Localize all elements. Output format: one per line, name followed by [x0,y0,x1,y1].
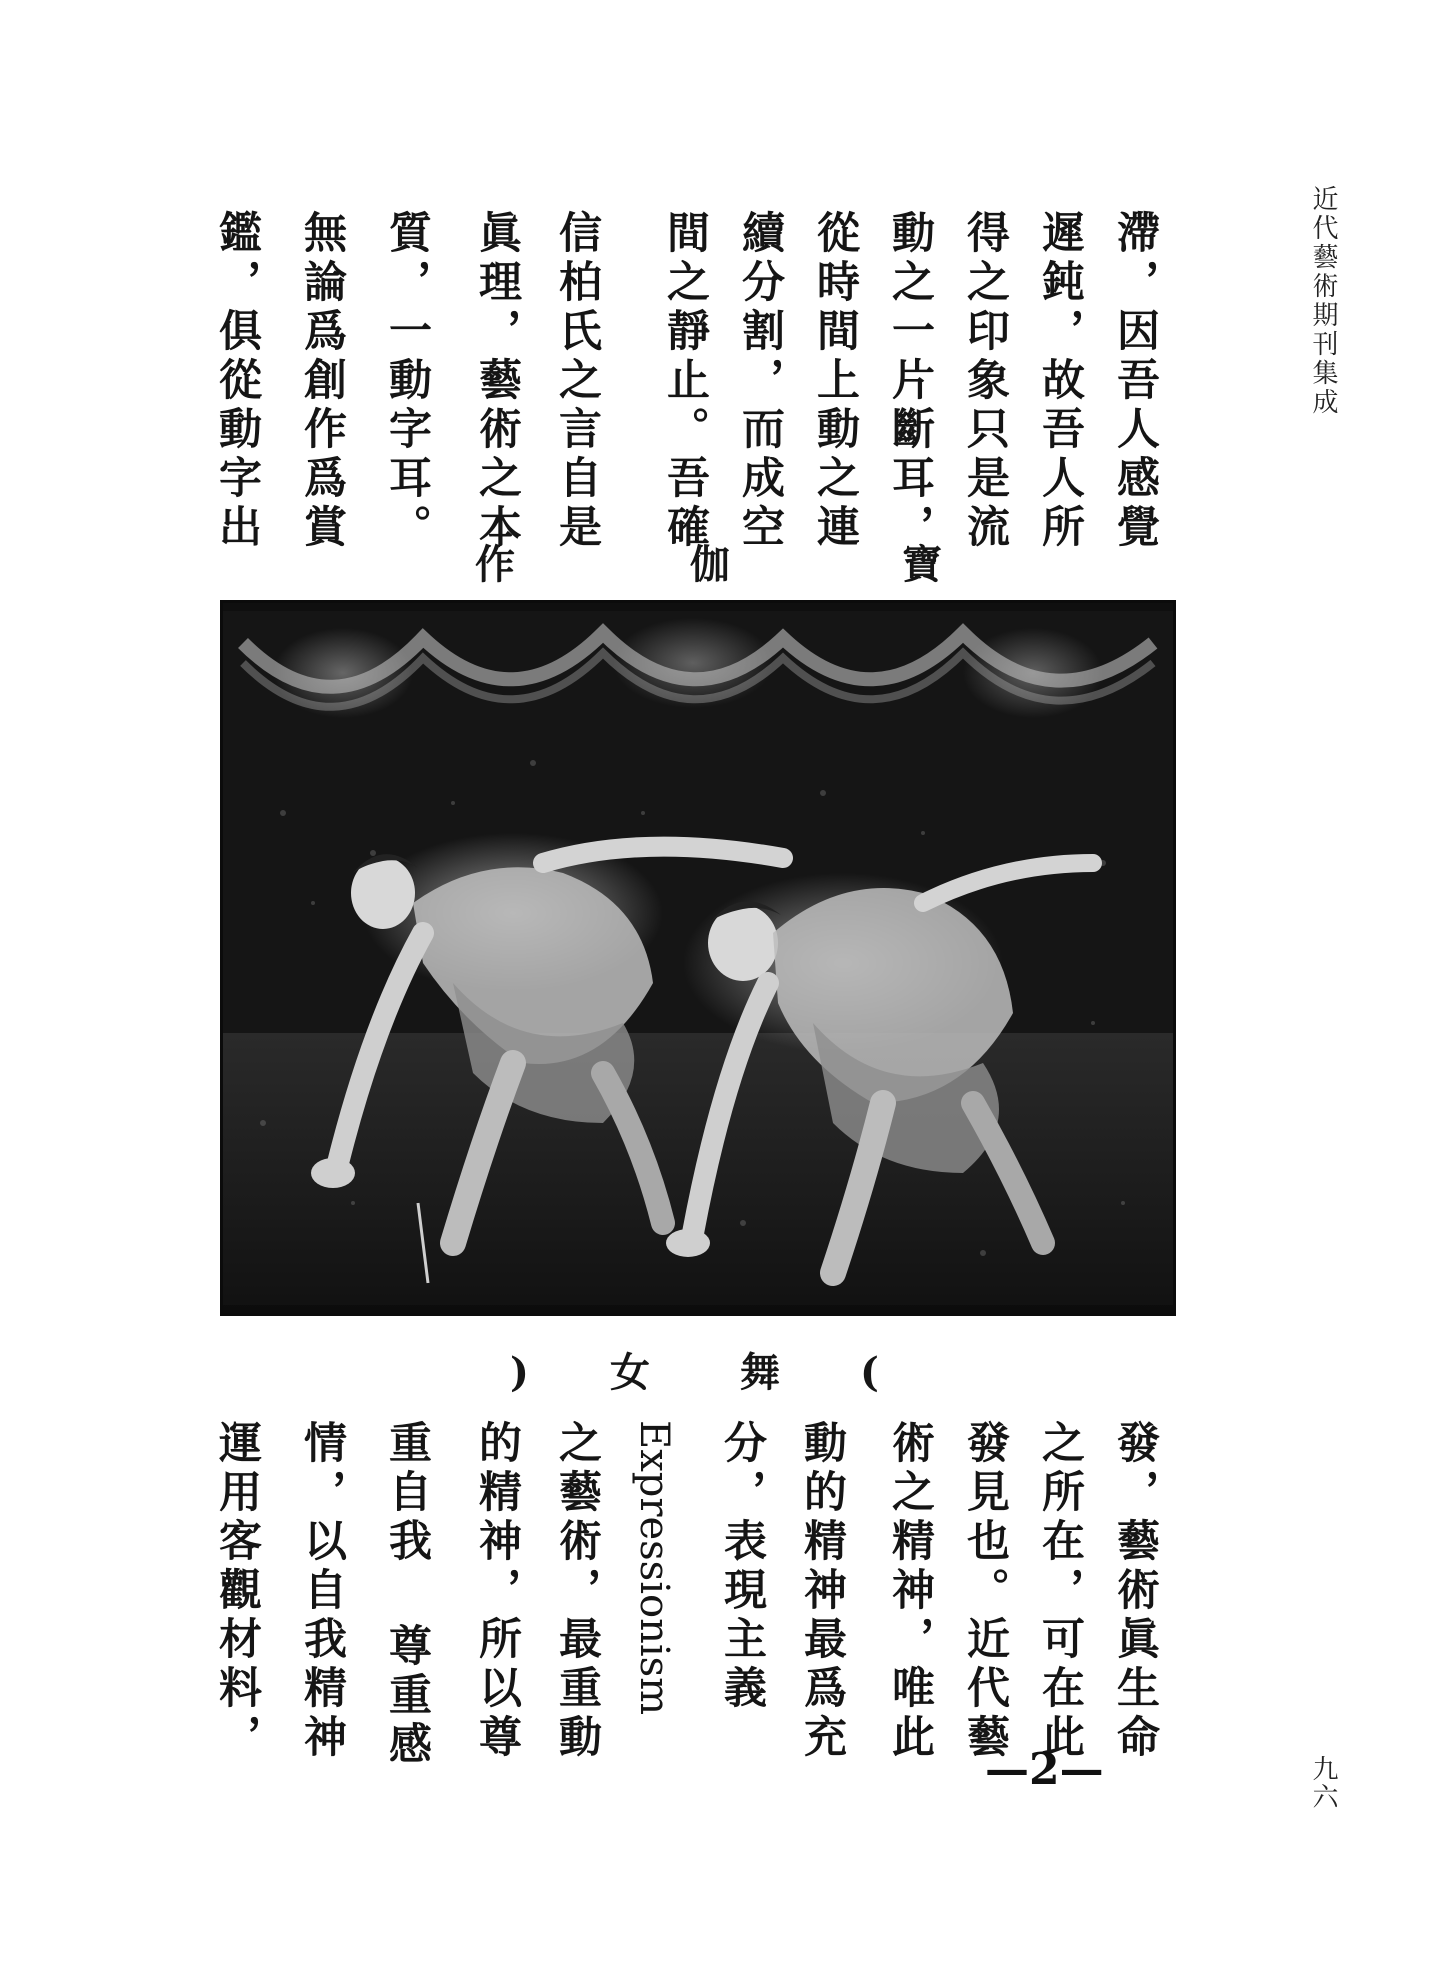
text-column-upper-12: 鑑，俱從動字出 [212,210,262,553]
text-column-lower-11: 情，以自我精神 [297,1420,347,1763]
text-column-upper-1: 滯，因吾人感覺 [1110,210,1160,553]
caption-close-paren: ) [510,1349,529,1396]
text-column-lower-9: 的精神，所以尊 [472,1420,522,1763]
photo-title-char-1: 寶 [902,541,942,588]
text-column-upper-10: 質，一動字耳。 [382,210,432,553]
caption-char-2: 女 [610,1349,650,1396]
text-column-lower-12: 運用客觀材料， [212,1420,262,1763]
text-column-upper-3: 得之印象只是流 [960,210,1010,553]
text-column-upper-7: 間之靜止。吾確 [660,210,710,553]
running-head: 近代藝術期刊集成 [1308,185,1338,417]
page-number: —2— [985,1744,1104,1795]
text-column-upper-9: 眞理，藝術之本 [472,210,522,553]
text-column-upper-4: 動之一片斷耳， [885,210,935,553]
text-column-lower-1: 發，藝術眞生命 [1110,1420,1160,1763]
text-column-lower-5: 動的精神最爲充 [797,1420,847,1763]
text-column-lower-10: 重自我 尊重感 [382,1420,432,1770]
text-column-lower-8: 之藝術，最重動 [552,1420,602,1763]
caption-open-paren: ( [860,1349,879,1396]
text-column-upper-11: 無論爲創作爲賞 [297,210,347,553]
folio: 九六 [1308,1755,1338,1811]
text-column-lower-4: 術之精神，唯此 [885,1420,935,1763]
text-column-upper-8: 信柏氏之言自是 [552,210,602,553]
text-column-lower-7: Expressionism [631,1420,677,1716]
dancers-photo-image [223,603,1173,1313]
text-column-lower-2: 之所在，可在此 [1035,1420,1085,1763]
text-column-upper-5: 從時間上動之連 [810,210,860,553]
dancers-photo [220,600,1176,1316]
text-column-lower-6: 分，表現主義 [717,1420,767,1714]
caption-char-1: 舞 [740,1349,780,1396]
photo-title-char-2: 伽 [690,541,730,588]
photo-title-char-3: 作 [475,541,515,588]
text-column-upper-2: 遲鈍，故吾人所 [1035,210,1085,553]
text-column-lower-3: 發見也。近代藝 [960,1420,1010,1763]
text-column-upper-6: 續分割，而成空 [735,210,785,553]
